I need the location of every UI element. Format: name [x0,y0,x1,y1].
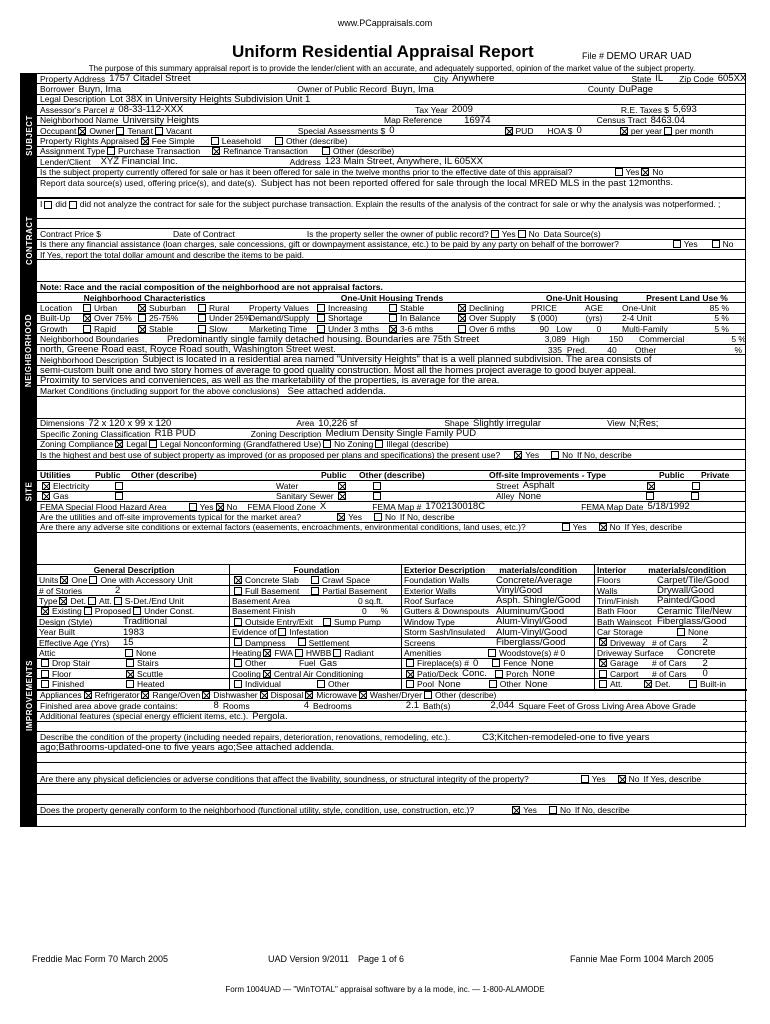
gas-other-checkbox[interactable] [115,492,123,500]
gutters-cell: Gutters & Downspouts Aluminum/Good [402,607,595,617]
effage-cell: Effective Age (Yrs) 15 [37,638,230,648]
car-storage-cell: Car Storage None [595,627,747,637]
fema-map-date[interactable]: 5/18/1992 [647,501,690,513]
over-supply-checkbox[interactable] [458,314,466,322]
wainscot-cell: Bath Wainscot Fiberglass/Good [595,617,747,627]
screens-cell: Screens Fiberglass/Good [402,638,595,648]
one-unit-checkbox[interactable] [60,576,68,584]
det-checkbox[interactable] [59,597,67,605]
accessory-unit-checkbox[interactable] [89,576,97,584]
imp-blank-2 [37,753,747,763]
fema-yes-checkbox[interactable] [189,503,197,511]
imp-blank-6 [37,815,747,825]
attic-floor-checkbox[interactable] [41,670,49,678]
drive-surface-cell: Driveway Surface Concrete [595,648,747,658]
deficiency-no-checkbox[interactable] [618,775,626,783]
owner-checkbox[interactable] [78,127,86,135]
seller-no-checkbox[interactable] [518,230,526,238]
state[interactable]: IL [655,74,664,85]
condition-description[interactable]: C3;Kitchen-remodeled-one to five years [482,732,650,743]
full-basement-checkbox[interactable] [234,587,242,595]
urban-checkbox[interactable] [83,304,91,312]
lender-address[interactable]: 123 Main Street, Anywhere, IL 605XX [324,157,483,168]
pud-checkbox[interactable] [505,127,513,135]
contract-blank-row [37,219,745,229]
trim-cell: Trim/Finish Painted/Good [595,596,747,606]
assignment-row: Assignment Type Purchase Transaction Refinance Transaction Other (describe) [37,147,746,157]
borrower[interactable]: Buyn, Ima [78,84,122,95]
fema-row: FEMA Special Flood Hazard Area Yes No FEMA Flood Zone X FEMA Map # 1702130018C FEMA Map Date 5/18/1992 [37,502,745,512]
per-month-checkbox[interactable] [664,127,672,135]
additional-features[interactable]: Pergola. [252,711,288,722]
existing-checkbox[interactable] [41,607,49,615]
contract-tab: CONTRACT [21,199,37,282]
typical-row: Are the utilities and off-site improvements typical for the market area? Yes No If No, describe [37,512,745,522]
vacant-checkbox[interactable] [155,127,163,135]
bsmt-area-cell: Basement Area 0 sq.ft. [230,596,402,606]
lender-row: Lender/Client XYZ Financial Inc. Address 123 Main Street, Anywhere, IL 605XX [37,157,746,167]
outside-cell: Outside Entry/Exit Sump Pump [230,617,402,627]
infestation-checkbox[interactable] [278,628,286,636]
hwbb-checkbox[interactable] [295,649,303,657]
site-section [21,419,745,565]
outside-entry-checkbox[interactable] [234,618,242,626]
foundation-header: Foundation [230,565,402,575]
fannie-form-label: Fannie Mae Form 1004 March 2005 [570,954,714,964]
extwalls-cell: Exterior Walls Vinyl/Good [402,586,595,596]
utilities-header: Utilities Public Other (describe) Public Other (describe) Off-site Improvements - Type Public Private [37,471,745,481]
cool-other-checkbox[interactable] [317,680,325,688]
gas-row: Gas Sanitary Sewer Alley None [37,492,745,502]
race-note: Note: Race and the racial composition of the neighborhood are not appraisal factors. [37,282,746,292]
other-assign-checkbox[interactable] [322,147,330,155]
occupant-row: Occupant Owner Tenant Vacant Special Assessments $ 0 PUD HOA $ 0 per year per month [37,126,746,136]
legal-description[interactable]: Lot 38X in University Heights Subdivision Unit 1 [109,94,311,105]
nonconforming-checkbox[interactable] [149,440,157,448]
site-view[interactable]: N;Res; [629,418,659,429]
rapid-checkbox[interactable] [83,325,91,333]
cooling-cell: Cooling Central Air Conditioning [230,669,402,679]
scuttle-checkbox[interactable] [126,670,134,678]
purpose-statement: The purpose of this summary appraisal report is to provide the lender/client with an accurate, and adequately supported, opinion of the market value of the subject property. [88,64,696,73]
carport-cell: Carport # of Cars 0 [595,669,747,679]
window-cell: Window Type Alum-Vinyl/Good [402,617,595,627]
neighborhood-description[interactable]: Subject is located in a residential area named "University Heights" that is a well planned subdivision. The area consists of [142,355,652,366]
refinance-checkbox[interactable] [212,147,220,155]
conform-no-checkbox[interactable] [549,806,557,814]
fwa-checkbox[interactable] [263,649,271,657]
imp-blank-1 [37,722,747,732]
per-year-checkbox[interactable] [620,127,628,135]
illegal-checkbox[interactable] [375,440,383,448]
shortage-checkbox[interactable] [317,314,325,322]
contract-blank-2 [37,260,745,281]
radiant-checkbox[interactable] [333,649,341,657]
heating-cell: Heating FWA HWBB Radiant [230,648,402,658]
owner-of-record[interactable]: Buyn, Ima [391,84,434,95]
fence-checkbox[interactable] [492,659,500,667]
alley-private-checkbox[interactable] [691,492,699,500]
crawl-space-checkbox[interactable] [311,576,319,584]
rural-checkbox[interactable] [198,304,206,312]
hbu-yes-checkbox[interactable] [514,451,522,459]
refrigerator-checkbox[interactable] [84,691,92,699]
data-source[interactable]: Subject has not been reported offered for sale through the local MRED MLS in the past 12 [260,177,640,189]
adverse-no-checkbox[interactable] [599,523,607,531]
yearbuilt-cell: Year Built 1983 [37,627,230,637]
nbhd-desc-row-3: Proximity to services and conveniences, as well as the marketability of the properties, is average for the area. [37,376,746,386]
heated-checkbox[interactable] [126,680,134,688]
street-type[interactable]: Asphalt [522,481,555,492]
det-garage-checkbox[interactable] [644,680,652,688]
builtin-checkbox[interactable] [689,680,697,688]
area-row: Finished area above grade contains: 8 Rooms 4 Bedrooms 2.1 Bath(s) 2,044 Square Feet of Gross Living Area Above Grade [37,701,747,711]
finished-cell: Finished Heated [37,679,230,689]
evidence-cell: Evidence of Infestation [230,627,402,637]
units-cell: Units One One with Accessory Unit [37,575,230,585]
subject-address-row: Property Address 1757 Citadel Street City Anywhere State IL Zip Code 605XX [37,74,746,84]
other-rights-checkbox[interactable] [275,137,283,145]
purchase-checkbox[interactable] [107,147,115,155]
pool-checkbox[interactable] [406,680,414,688]
property-address[interactable]: 1757 Citadel Street [109,74,191,85]
map-reference[interactable]: 16974 [464,115,491,126]
alley-type[interactable]: None [518,491,542,502]
nbhd-desc-row: Neighborhood Description Subject is located in a residential area named "University Heights" that is a well planned subdivision. The area consists of [37,355,746,365]
imp-blank-5 [37,795,747,805]
assistance-row: Is there any financial assistance (loan charges, sale concessions, gift or downpayment assistance, etc.) to be paid by any party on behalf of the borrower? Yes No [37,240,745,250]
zip-code[interactable]: 605XX [717,74,747,85]
drop-stair-checkbox[interactable] [41,659,49,667]
alley-public-checkbox[interactable] [646,492,654,500]
heat-other-checkbox[interactable] [234,659,242,667]
gd-header: General Description [37,565,230,575]
patio-cell: Patio/Deck Conc. Porch None [402,669,595,679]
assessor-parcel[interactable]: 08-33-112-XXX [118,105,184,116]
amenities-cell: Amenities Woodstove(s) # 0 [402,648,595,658]
other-amenity-checkbox[interactable] [489,680,497,688]
conform-row: Does the property generally conform to the neighborhood (functional utility, style, condition, use, construction, etc.)? Yes No If No, describe [37,805,747,815]
water-other-checkbox[interactable] [373,482,381,490]
under3-checkbox[interactable] [317,325,325,333]
neighborhood-tab: NEIGHBORHOOD [21,282,37,417]
improvements-tab: IMPROVEMENTS [21,565,37,826]
report-row: If Yes, report the total dollar amount and describe the items to be paid. [37,250,745,260]
patio-checkbox[interactable] [406,670,414,678]
appraisal-form [20,73,746,827]
partial-basement-checkbox[interactable] [311,587,319,595]
fema-map-number[interactable]: 1702130018C [425,501,486,513]
dropstair-cell: Drop Stair Stairs [37,659,230,669]
washer-dryer-checkbox[interactable] [359,691,367,699]
stable-growth-checkbox[interactable] [138,325,146,333]
software-credit: Form 1004UAD — "WinTOTAL" appraisal software by a la mode, inc. — 1-800-ALAMODE [225,985,545,994]
sdet-checkbox[interactable] [114,597,122,605]
assist-no-checkbox[interactable] [712,240,720,248]
nbhd-row-5: north, Greene Road east, Royce Road south, Washington Street west. 335 Pred. 40 Other % [37,345,746,355]
zoning-row: Specific Zoning Classification R1B PUD Zoning Description Medium Density Single Family PUD [37,429,745,439]
adverse-row: Are there any adverse site conditions or external factors (easements, encroachments, environmental conditions, land uses, etc.)? Yes No If Yes, describe [37,523,745,533]
att-det-cell: Att. Det. Built-in [595,679,747,689]
existing-cell: Existing Proposed Under Const. [37,607,230,617]
3-6-checkbox[interactable] [389,325,397,333]
subject-tab: SUBJECT [21,74,37,198]
seller-yes-checkbox[interactable] [491,230,499,238]
dimensions[interactable]: 72 x 120 x 99 x 120 [88,418,172,429]
street-public-checkbox[interactable] [647,482,655,490]
source-url: www.PCappraisals.com [337,18,433,28]
over75-checkbox[interactable] [83,314,91,322]
legal-checkbox[interactable] [115,440,123,448]
roof-cell: Roof Surface Asph. Shingle/Good [402,596,595,606]
deficiency-row: Are there any physical deficiencies or adverse conditions that affect the livability, soundness, or structural integrity of the property? Yes No If Yes, describe [37,774,747,784]
stable-pv-checkbox[interactable] [389,304,397,312]
pool-cell: Pool None Other None [402,679,595,689]
electricity-row: Electricity Water Street Asphalt [37,481,745,491]
nbhd-row-3: Growth Rapid Stable Slow Marketing Time Under 3 mths 3-6 mths Over 6 mths 90 Low 0 Multi-Family 5 % [37,324,746,334]
elec-public-checkbox[interactable] [42,482,50,490]
fee-simple-checkbox[interactable] [141,137,149,145]
in-balance-checkbox[interactable] [389,314,397,322]
declining-checkbox[interactable] [458,304,466,312]
freddie-form-label: Freddie Mac Form 70 March 2005 [32,954,169,964]
individual-checkbox[interactable] [234,680,242,688]
nbhd-row-4: Neighborhood Boundaries Predominantly single family detached housing. Boundaries are 75th Street 3,089 High 150 Commercial 5 % [37,334,746,344]
water-public-checkbox[interactable] [338,482,346,490]
fireplace-checkbox[interactable] [406,659,414,667]
fireplace-cell: Fireplace(s) # 0 Fence None [402,659,595,669]
design-cell: Design (Style) Traditional [37,617,230,627]
att-checkbox[interactable] [88,597,96,605]
storm-cell: Storm Sash/Insulated Alum-Vinyl/Good [402,627,595,637]
attic-cell: Attic None [37,648,230,658]
improvements-grid [37,565,747,691]
typical-no-checkbox[interactable] [374,513,382,521]
special-assessments[interactable]: 0 [389,125,395,137]
apn-row: Assessor's Parcel # 08-33-112-XXX Tax Year 2009 R.E. Taxes $ 5,693 [37,105,746,115]
improvements-section [21,565,745,826]
fwalls-cell: Foundation Walls Concrete/Average [402,575,595,585]
re-taxes[interactable]: 5,693 [672,105,697,116]
page-title: Uniform Residential Appraisal Report [232,42,534,61]
dishwasher-checkbox[interactable] [202,691,210,699]
floor-cell: Floor Scuttle [37,669,230,679]
walls-cell: Walls Drywall/Good [595,586,747,596]
concrete-slab-checkbox[interactable] [234,576,242,584]
range-checkbox[interactable] [141,691,149,699]
disposal-checkbox[interactable] [260,691,268,699]
imp-blank-4 [37,784,747,794]
driveway-cell: Driveway # of Cars 2 [595,638,747,648]
uad-version: UAD Version 9/2011 [268,954,349,964]
bath-floor-cell: Bath Floor Ceramic Tile/New [595,607,747,617]
neighborhood-section [21,282,745,418]
analysis-row: I did did not analyze the contract for sale for the subject purchase transaction. Explain the results of the analysis of the contract for sale or why the analysis was not performed. ; [37,199,745,219]
condition-row: Describe the condition of the property (including needed repairs, deterioration, renovations, remodeling, etc.). C3;Kitchen-remodeled-one to five years [37,732,747,742]
did-not-checkbox[interactable] [69,201,77,209]
zoning-compliance-row: Zoning Compliance Legal Legal Nonconforming (Grandfathered Use) No Zoning Illegal (describe) [37,440,745,450]
car-none-checkbox[interactable] [677,628,685,636]
file-number: File # DEMO URAR UAD [582,51,692,62]
ext-header: Exterior Description materials/condition [402,565,595,575]
dampness-checkbox[interactable] [234,638,242,646]
sewer-other-checkbox[interactable] [373,492,381,500]
condition-row-2: ago;Bathrooms-updated-one to five years ago;See attached addenda. [37,743,747,753]
type-cell: Type Det. Att. S-Det./End Unit [37,596,230,606]
25-75-checkbox[interactable] [138,314,146,322]
leasehold-checkbox[interactable] [211,137,219,145]
dimensions-row: Dimensions 72 x 120 x 99 x 120 Area 10,226 sf Shape Slightly irregular View N;Res; [37,419,745,429]
hbu-no-checkbox[interactable] [551,451,559,459]
lender-client[interactable]: XYZ Financial Inc. [100,157,178,168]
no-zoning-checkbox[interactable] [323,440,331,448]
datasource-row: Report data source(s) used, offering price(s), and date(s). Subject has not been reported offered for sale through the local MRED MLS in the past 12 months. [37,178,746,198]
settlement-checkbox[interactable] [298,638,306,646]
nbhd-header-row: Neighborhood Characteristics One-Unit Housing Trends One-Unit Housing Present Land Use % [37,293,746,303]
nbhd-row-1: Location Urban Suburban Rural Property Values Increasing Stable Declining PRICE AGE One-Unit 85 % [37,303,746,313]
attic-none-checkbox[interactable] [125,649,133,657]
subject-section [21,74,745,199]
for-sale-row: Is the subject property currently offered for sale or has it been offered for sale in the twelve months prior to the effective date of this appraisal? Yes No [37,168,746,178]
zoning-description[interactable]: Medium Density Single Family PUD [325,429,477,440]
fema-no-checkbox[interactable] [216,503,224,511]
slow-checkbox[interactable] [198,325,206,333]
proposed-checkbox[interactable] [84,607,92,615]
int-header: Interior materials/condition [595,565,747,575]
forsale-yes-checkbox[interactable] [615,168,623,176]
nbhd-desc-row-2: semi-custom built one and two story homes of average to good quality construction. Most all the homes project average to good buyer appeal. [37,366,746,376]
att-garage-checkbox[interactable] [599,680,607,688]
driveway-checkbox[interactable] [599,638,607,646]
nbhd-row-2: Built-Up Over 75% 25-75% Under 25% Demand/Supply Shortage In Balance Over Supply $ (000) (yrs) 2-4 Unit 5 % [37,314,746,324]
other-appliance-checkbox[interactable] [424,691,432,699]
suburban-checkbox[interactable] [138,304,146,312]
hbu-row: Is the highest and best use of subject property as improved (or as proposed per plans and specifications) the present use? Yes No If No, describe [37,450,745,460]
nbhd-row: Neighborhood Name University Heights Map Reference 16974 Census Tract 8463.04 [37,116,746,126]
fuel-cell: Other Fuel Gas [230,659,402,669]
stairs-checkbox[interactable] [126,659,134,667]
deficiency-yes-checkbox[interactable] [581,775,589,783]
city[interactable]: Anywhere [452,74,495,85]
rights-row: Property Rights Appraised Fee Simple Leasehold Other (describe) [37,136,746,146]
assist-yes-checkbox[interactable] [673,240,681,248]
conform-yes-checkbox[interactable] [512,806,520,814]
over6-checkbox[interactable] [458,325,466,333]
finished-checkbox[interactable] [41,680,49,688]
legal-row: Legal Description Lot 38X in University Heights Subdivision Unit 1 [37,95,746,105]
page-number: Page 1 of 6 [358,954,405,964]
bsmt-finish-cell: Basement Finish 0 % [230,607,402,617]
woodstove-checkbox[interactable] [488,649,496,657]
tenant-checkbox[interactable] [116,127,124,135]
stories-cell: # of Stories 2 [37,586,230,596]
tax-year[interactable]: 2009 [451,105,473,116]
boundaries[interactable]: Predominantly single family detached housing. Boundaries are 75th Street [167,334,480,345]
borrower-row: Borrower Buyn, Ima Owner of Public Record Buyn, Ima County DuPage [37,84,746,94]
under-const-checkbox[interactable] [133,607,141,615]
elec-other-checkbox[interactable] [115,482,123,490]
nbhd-blank [37,397,746,418]
market-conditions-row: Market Conditions (including support for the above conclusions) See attached addenda. [37,386,746,396]
imp-blank-3 [37,763,747,773]
microwave-checkbox[interactable] [305,691,313,699]
census-tract[interactable]: 8463.04 [650,115,685,126]
county[interactable]: DuPage [618,84,654,95]
garage-cell: Garage # of Cars 2 [595,659,747,669]
sump-pump-checkbox[interactable] [323,618,331,626]
garage-checkbox[interactable] [599,659,607,667]
forsale-no-checkbox[interactable] [641,168,649,176]
site-blank-1 [37,460,745,470]
adverse-yes-checkbox[interactable] [562,523,570,531]
zoning-classification[interactable]: R1B PUD [154,429,196,440]
typical-yes-checkbox[interactable] [337,513,345,521]
basement-cell: Full Basement Partial Basement [230,586,402,596]
contract-price-row: Contract Price $ Date of Contract Is the property seller the owner of public record? Yes No Data Source(s) [37,229,745,239]
site-blank-2 [37,533,745,564]
additional-row: Additional features (special energy efficient items, etc.). Pergola. [37,712,747,722]
site-tab: SITE [21,419,37,564]
street-private-checkbox[interactable] [692,482,700,490]
fema-zone[interactable]: X [319,501,327,513]
neighborhood-name[interactable]: University Heights [122,115,200,126]
cac-checkbox[interactable] [263,670,271,678]
under25-checkbox[interactable] [198,314,206,322]
individual-cell: Individual Other [230,679,402,689]
did-checkbox[interactable] [44,201,52,209]
carport-checkbox[interactable] [599,670,607,678]
site-area[interactable]: 10,226 sf [318,418,358,429]
increasing-checkbox[interactable] [317,304,325,312]
site-shape[interactable]: Slightly irregular [472,418,542,429]
contract-section [21,199,745,283]
gas-public-checkbox[interactable] [42,492,50,500]
hoa-amount[interactable]: 0 [576,125,582,137]
appliances-row: Appliances Refrigerator Range/Oven Dishwasher Disposal Microwave Washer/Dryer Other (describe) [37,691,747,701]
damp-cell: Dampness Settlement [230,638,402,648]
market-conditions[interactable]: See attached addenda. [287,386,386,397]
slab-cell: Concrete Slab Crawl Space [230,575,402,585]
porch-checkbox[interactable] [495,670,503,678]
sewer-public-checkbox[interactable] [338,492,346,500]
floors-cell: Floors Carpet/Tile/Good [595,575,747,585]
